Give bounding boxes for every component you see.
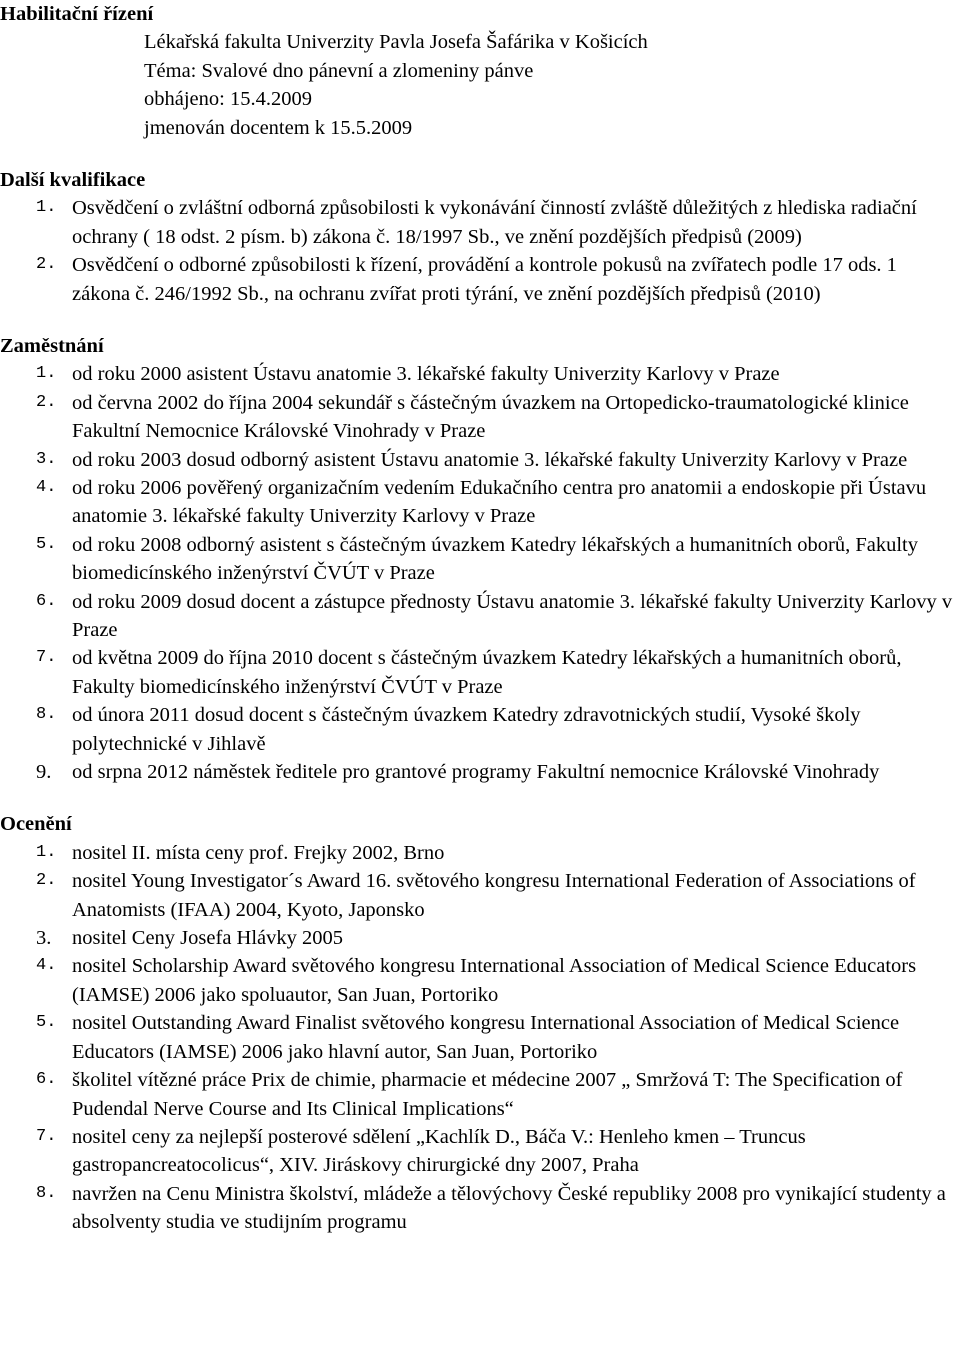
awards-list bbox=[0, 839, 960, 1237]
item-number: 5. bbox=[36, 534, 57, 554]
item-text: od roku 2008 odborný asistent s částečným úvazkem Katedry lékařských a humanitních oborů, Fakulty biomedicínského inženýrství ČVÚT v Praze bbox=[72, 533, 918, 585]
item-number: 7. bbox=[36, 1126, 57, 1146]
habilitation-faculty: Lékařská fakulta Univerzity Pavla Josefa Šafárika v Košicích bbox=[144, 31, 648, 54]
list-item bbox=[0, 952, 960, 1009]
item-number: 3. bbox=[36, 927, 52, 950]
list-item bbox=[0, 389, 960, 446]
item-number: 2. bbox=[36, 871, 57, 891]
item-number: 2. bbox=[36, 392, 57, 412]
item-number: 8. bbox=[36, 1183, 57, 1203]
item-text: od května 2009 do října 2010 docent s částečným úvazkem Katedry lékařských a humanitních oborů, Fakulty biomedicínského inženýrství ČVÚT v Praze bbox=[72, 647, 902, 698]
item-text: nositel ceny za nejlepší posterové sdělení „Kachlík D., Báča V.: Henleho kmen – Truncus gastropancreatocolicus“, XIV. Jiráskovy chirurgické dny 2007, Praha bbox=[72, 1125, 806, 1177]
awards-heading: Ocenění bbox=[0, 813, 72, 836]
habilitation-appointed: jmenován docentem k 15.5.2009 bbox=[144, 116, 413, 139]
item-text: od roku 2003 dosud odborný asistent Ústavu anatomie 3. lékařské fakulty Univerzity Karlovy v Praze bbox=[72, 448, 908, 471]
item-text: nositel Ceny Josefa Hlávky 2005 bbox=[72, 927, 344, 950]
item-text: od června 2002 do října 2004 sekundář s částečným úvazkem na Ortopedicko-traumatologické klinice Fakultní Nemocnice Královské Vinohrady v Praze bbox=[72, 391, 909, 443]
item-text: od srpna 2012 náměstek ředitele pro grantové programy Fakultní nemocnice Královské Vinohrady bbox=[72, 761, 880, 784]
item-text: školitel vítězné práce Prix de chimie, pharmacie et médecine 2007 „ Smržová T: The Specification of Pudendal Nerve Course and Its Clinical Implications“ bbox=[72, 1069, 903, 1120]
item-number: 7. bbox=[36, 648, 57, 668]
employment-heading: Zaměstnání bbox=[0, 334, 104, 357]
list-item bbox=[0, 446, 960, 474]
list-item bbox=[0, 1180, 960, 1237]
list-item bbox=[0, 251, 960, 308]
item-number: 1. bbox=[36, 198, 57, 218]
list-item bbox=[0, 360, 960, 388]
item-text: nositel Scholarship Award světového kongresu International Association of Medical Science Educators (IAMSE) 2006 jako spoluautor, San Juan, Portoriko bbox=[72, 955, 917, 1006]
list-item bbox=[0, 1009, 960, 1066]
item-text: navržen na Cenu Ministra školství, mládeže a tělovýchovy České republiky 2008 pro vynikající studenty a absolventy studia ve studijním programu bbox=[72, 1182, 946, 1234]
list-item bbox=[0, 194, 960, 251]
item-text: nositel II. místa ceny prof. Frejky 2002, Brno bbox=[72, 841, 445, 864]
habilitation-defended: obhájeno: 15.4.2009 bbox=[144, 88, 312, 111]
list-item bbox=[0, 588, 960, 645]
item-number: 4. bbox=[36, 956, 57, 976]
item-number: 2. bbox=[36, 255, 57, 275]
list-item bbox=[0, 924, 960, 952]
habilitation-details bbox=[0, 28, 960, 142]
item-number: 4. bbox=[36, 477, 57, 497]
item-number: 9. bbox=[36, 761, 52, 784]
item-text: nositel Outstanding Award Finalist světového kongresu International Association of Medical Science Educators (IAMSE) 2006 jako hlavní autor, San Juan, Portoriko bbox=[72, 1012, 900, 1063]
qualifications-heading: Další kvalifikace bbox=[0, 168, 146, 191]
list-item bbox=[0, 839, 960, 867]
item-text: od roku 2009 dosud docent a zástupce přednosty Ústavu anatomie 3. lékařské fakulty Univerzity Karlovy v Praze bbox=[72, 590, 953, 642]
item-text: Osvědčení o zvláštní odborná způsobilosti k vykonávání činností zvláště důležitých z hlediska radiační ochrany ( 18 odst. 2 písm. b) zákona č. 18/1997 Sb., ve znění pozdějších předpisů (2009) bbox=[72, 197, 917, 248]
employment-list bbox=[0, 360, 960, 786]
list-item bbox=[0, 1066, 960, 1123]
habilitation-heading: Habilitační řízení bbox=[0, 3, 154, 25]
list-item bbox=[0, 701, 960, 758]
qualifications-list bbox=[0, 194, 960, 308]
item-text: od února 2011 dosud docent s částečným úvazkem Katedry zdravotnických studií, Vysoké školy polytechnické v Jihlavě bbox=[72, 704, 861, 755]
item-number: 8. bbox=[36, 705, 57, 725]
list-item bbox=[0, 474, 960, 531]
list-item bbox=[0, 1123, 960, 1180]
list-item bbox=[0, 531, 960, 588]
item-text: nositel Young Investigator´s Award 16. světového kongresu International Federation of Associations of Anatomists (IFAA) 2004, Kyoto, Japonsko bbox=[72, 870, 916, 921]
list-item bbox=[0, 867, 960, 924]
item-number: 3. bbox=[36, 449, 57, 469]
item-number: 5. bbox=[36, 1013, 57, 1033]
list-item bbox=[0, 644, 960, 701]
item-number: 1. bbox=[36, 842, 57, 862]
item-text: od roku 2000 asistent Ústavu anatomie 3. lékařské fakulty Univerzity Karlovy v Praze bbox=[72, 363, 780, 386]
item-text: Osvědčení o odborné způsobilosti k řízení, provádění a kontrole pokusů na zvířatech podle 17 ods. 1 zákona č. 246/1992 Sb., na ochranu zvířat proti týrání, ve znění pozdějších předpisů (2010) bbox=[72, 254, 897, 305]
item-number: 6. bbox=[36, 1070, 57, 1090]
item-number: 1. bbox=[36, 364, 57, 384]
item-text: od roku 2006 pověřený organizačním vedením Edukačního centra pro anatomii a endoskopie při Ústavu anatomie 3. lékařské fakulty Univerzity Karlovy v Praze bbox=[72, 476, 927, 528]
habilitation-topic: Téma: Svalové dno pánevní a zlomeniny pánve bbox=[144, 59, 534, 82]
item-number: 6. bbox=[36, 591, 57, 611]
list-item bbox=[0, 758, 960, 786]
